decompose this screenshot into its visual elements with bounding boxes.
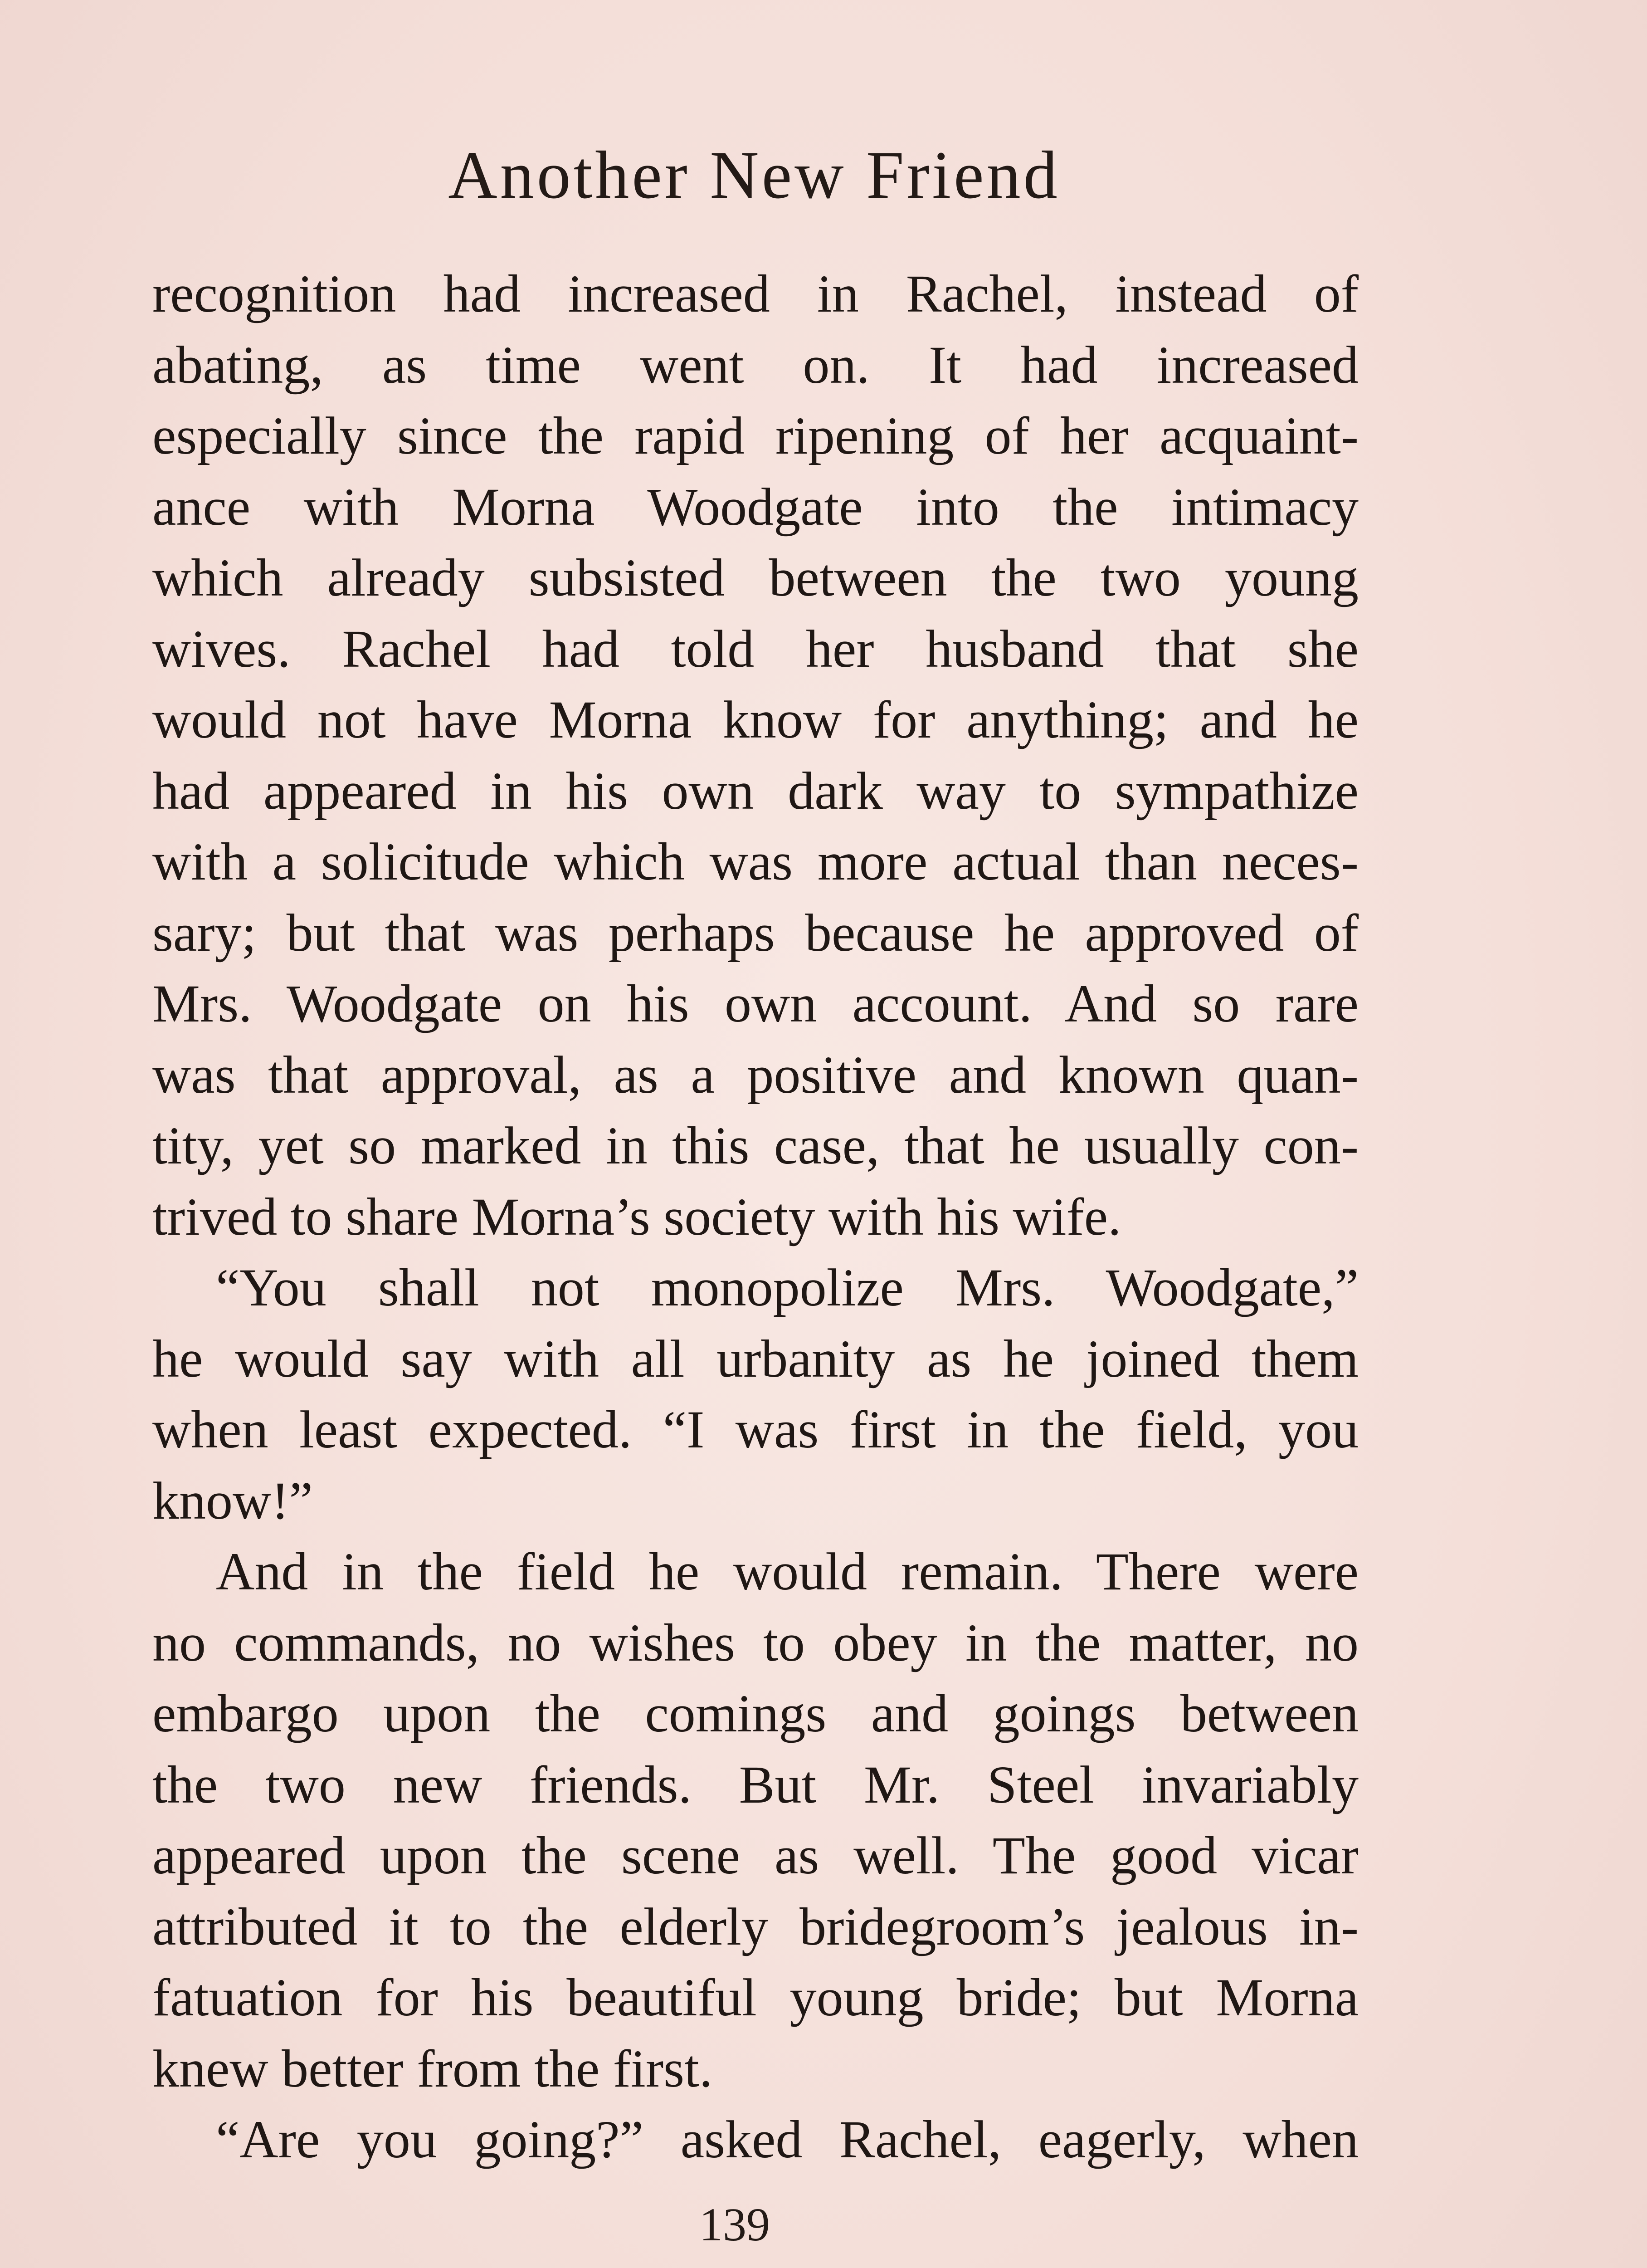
text-line: Mrs. Woodgate on his own account. And so rare xyxy=(152,974,1359,1033)
text-line: appeared upon the scene as well. The good vicar xyxy=(152,1826,1359,1885)
text-line: embargo upon the comings and goings between xyxy=(152,1684,1359,1743)
text-line: with a solicitude which was more actual than neces- xyxy=(152,832,1359,891)
paragraph xyxy=(152,1536,1359,2104)
text-line: abating, as time went on. It had increased xyxy=(152,335,1359,395)
text-line: “You shall not monopolize Mrs. Woodgate,” xyxy=(216,1258,1359,1317)
paragraph xyxy=(152,1252,1359,1536)
text-line: trived to share Morna’s society with his wife. xyxy=(152,1187,1121,1246)
text-line: especially since the rapid ripening of her acquaint- xyxy=(152,406,1359,465)
text-line: “Are you going?” asked Rachel, eagerly, when xyxy=(216,2110,1359,2169)
text-line: tity, yet so marked in this case, that he usually con- xyxy=(152,1116,1359,1175)
page-number: 139 xyxy=(699,2199,770,2251)
text-line: attributed it to the elderly bridegroom’s jealous in- xyxy=(152,1897,1359,1956)
text-line: wives. Rachel had told her husband that she xyxy=(152,619,1359,679)
text-line: had appeared in his own dark way to sympathize xyxy=(152,761,1359,821)
paragraph xyxy=(152,2104,1359,2175)
text-line: sary; but that was perhaps because he approved of xyxy=(152,903,1359,963)
text-line: would not have Morna know for anything; and he xyxy=(152,690,1359,749)
text-line: ance with Morna Woodgate into the intimacy xyxy=(152,477,1359,537)
running-head: Another New Friend xyxy=(448,137,1060,213)
text-line: fatuation for his beautiful young bride; but Morna xyxy=(152,1968,1359,2027)
text-line: And in the field he would remain. There were xyxy=(216,1542,1359,1601)
text-line: he would say with all urbanity as he joined them xyxy=(152,1329,1359,1388)
text-line: recognition had increased in Rachel, instead of xyxy=(152,264,1359,323)
body-text xyxy=(152,259,1359,2175)
text-line: knew better from the first. xyxy=(152,2038,713,2098)
paragraph xyxy=(152,259,1359,1252)
text-line: know!” xyxy=(152,1471,313,1530)
text-line: when least expected. “I was first in the field, you xyxy=(152,1400,1359,1459)
text-line: which already subsisted between the two young xyxy=(152,548,1359,607)
text-line: was that approval, as a positive and known quan- xyxy=(152,1045,1359,1105)
text-line: the two new friends. But Mr. Steel invariably xyxy=(152,1755,1359,1814)
text-line: no commands, no wishes to obey in the matter, no xyxy=(152,1613,1359,1672)
